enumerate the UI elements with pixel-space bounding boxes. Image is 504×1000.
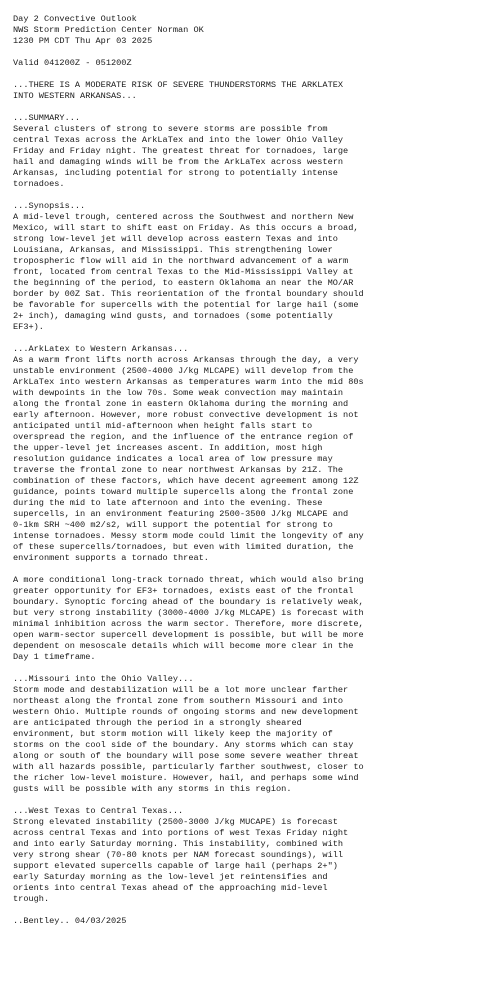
section-heading: ...SUMMARY... bbox=[13, 113, 81, 123]
text-line: open warm-sector supercell development is possible, but will be more bbox=[13, 630, 364, 640]
synopsis-section bbox=[13, 201, 497, 333]
text-line: overspread the region, and the influence of the entrance region of bbox=[13, 432, 354, 442]
text-line: combination of these factors, which have decent agreement among 12Z bbox=[13, 476, 359, 486]
text-line: EF3+). bbox=[13, 322, 44, 332]
text-line: greater opportunity for EF3+ tornadoes, exists east of the frontal bbox=[13, 586, 354, 596]
text-line: orients into central Texas ahead of the approaching mid-level bbox=[13, 883, 328, 893]
text-line: Friday and Friday night. The greatest threat for tornadoes, large bbox=[13, 146, 349, 156]
text-line: unstable environment (2500-4000 J/kg MLCAPE) will develop from the bbox=[13, 366, 354, 376]
summary-section bbox=[13, 113, 497, 190]
text-line: tornadoes. bbox=[13, 179, 65, 189]
headline-line: INTO WESTERN ARKANSAS... bbox=[13, 91, 137, 101]
text-line: ArkLaTex into western Arkansas as temperatures warm into the mid 80s bbox=[13, 377, 364, 387]
text-line: during the mid to late afternoon and into the evening. These bbox=[13, 498, 323, 508]
missouri-section bbox=[13, 674, 497, 795]
text-line: strong low-level jet will develop across eastern Texas and into bbox=[13, 234, 338, 244]
text-line: across central Texas and into portions of west Texas Friday night bbox=[13, 828, 349, 838]
section-heading: ...Synopsis... bbox=[13, 201, 86, 211]
text-line: are anticipated through the period in a strongly sheared bbox=[13, 718, 302, 728]
text-line: traverse the frontal zone to near northwest Arkansas by 21Z. The bbox=[13, 465, 344, 475]
text-line: very strong shear (70-80 knots per NAM forecast soundings), will bbox=[13, 850, 344, 860]
text-line: hail and damaging winds will be from the ArkLaTex across western bbox=[13, 157, 344, 167]
header-block bbox=[13, 14, 497, 47]
text-line: Several clusters of strong to severe storms are possible from bbox=[13, 124, 328, 134]
text-line: Mexico, will start to shift east on Friday. As this occurs a broad, bbox=[13, 223, 359, 233]
text-line: and into early Saturday morning. This instability, combined with bbox=[13, 839, 344, 849]
blank-line bbox=[13, 333, 497, 344]
text-line: Day 1 timeframe. bbox=[13, 652, 96, 662]
text-line: As a warm front lifts north across Arkansas through the day, a very bbox=[13, 355, 359, 365]
text-line: intense tornadoes. Messy storm mode could limit the longevity of any bbox=[13, 531, 364, 541]
text-line: western Ohio. Multiple rounds of ongoing storms and new development bbox=[13, 707, 359, 717]
blank-line bbox=[13, 795, 497, 806]
text-line: dependent on mesoscale details which will become more clear in the bbox=[13, 641, 354, 651]
blank-line bbox=[13, 663, 497, 674]
text-line: supercells, in an environment featuring 2500-3500 J/kg MLCAPE and bbox=[13, 509, 349, 519]
text-line: border by 00Z Sat. This reorientation of the frontal boundary should bbox=[13, 289, 364, 299]
text-line: A more conditional long-track tornado threat, which would also bring bbox=[13, 575, 364, 585]
blank-line bbox=[13, 47, 497, 58]
text-line: along the frontal zone in eastern Oklahoma during the morning and bbox=[13, 399, 349, 409]
text-line: central Texas across the ArkLaTex and into the lower Ohio Valley bbox=[13, 135, 344, 145]
text-line: front, located from central Texas to the Mid-Mississippi Valley at bbox=[13, 267, 354, 277]
text-line: guidance, points toward multiple supercells along the frontal zone bbox=[13, 487, 354, 497]
text-line: 2+ inch), damaging wind gusts, and tornadoes (some potentially bbox=[13, 311, 333, 321]
text-line: support elevated supercells capable of large hail (perhaps 2+") bbox=[13, 861, 338, 871]
blank-line bbox=[13, 564, 497, 575]
text-line: storms on the cool side of the boundary. Any storms which can stay bbox=[13, 740, 354, 750]
section-heading: ...Missouri into the Ohio Valley... bbox=[13, 674, 194, 684]
text-line: early Saturday morning as the low-level jet reintensifies and bbox=[13, 872, 328, 882]
headline bbox=[13, 80, 497, 102]
text-line: resolution guidance indicates a local area of low pressure may bbox=[13, 454, 333, 464]
text-line: Storm mode and destabilization will be a lot more unclear farther bbox=[13, 685, 349, 695]
text-line: with dewpoints in the low 70s. Some weak convection may maintain bbox=[13, 388, 344, 398]
blank-line bbox=[13, 102, 497, 113]
text-line: Strong elevated instability (2500-3000 J/kg MUCAPE) is forecast bbox=[13, 817, 338, 827]
text-line: gusts will be possible with any storms in this region. bbox=[13, 784, 292, 794]
blank-line bbox=[13, 69, 497, 80]
text-line: environment, but storm motion will likely keep the majority of bbox=[13, 729, 333, 739]
section-heading: ...West Texas to Central Texas... bbox=[13, 806, 184, 816]
text-line: be favorable for supercells with the potential for large hail (some bbox=[13, 300, 359, 310]
text-line: Louisiana, Arkansas, and Mississippi. This strengthening lower bbox=[13, 245, 333, 255]
outlook-document bbox=[13, 14, 497, 927]
text-line: 0-1km SRH ~400 m2/s2, will support the potential for strong to bbox=[13, 520, 333, 530]
text-line: the richer low-level moisture. However, hail, and perhaps some wind bbox=[13, 773, 359, 783]
text-line: anticipated until mid-afternoon when height falls start to bbox=[13, 421, 313, 431]
text-line: tropospheric flow will aid in the northward advancement of a warm bbox=[13, 256, 349, 266]
forecaster-signature: ..Bentley.. 04/03/2025 bbox=[13, 916, 127, 926]
text-line: the upper-level jet increases ascent. In addition, most high bbox=[13, 443, 323, 453]
text-line: but very strong instability (3000-4000 J/kg MLCAPE) is forecast with bbox=[13, 608, 364, 618]
text-line: along or south of the boundary will pose some severe weather threat bbox=[13, 751, 359, 761]
outlook-title: Day 2 Convective Outlook bbox=[13, 14, 137, 24]
text-line: with all hazards possible, particularly farther southwest, closer to bbox=[13, 762, 364, 772]
issue-time: 1230 PM CDT Thu Apr 03 2025 bbox=[13, 36, 153, 46]
text-line: trough. bbox=[13, 894, 50, 904]
section-heading: ...ArkLatex to Western Arkansas... bbox=[13, 344, 189, 354]
text-line: boundary. Synoptic forcing ahead of the boundary is relatively weak, bbox=[13, 597, 364, 607]
text-line: minimal inhibition across the warm sector. Therefore, more discrete, bbox=[13, 619, 364, 629]
arklatex-section bbox=[13, 344, 497, 663]
text-line: the beginning of the period, to eastern Oklahoma an near the MO/AR bbox=[13, 278, 354, 288]
text-line: northeast along the frontal zone from southern Missouri and into bbox=[13, 696, 344, 706]
text-line: early afternoon. However, more robust convective development is not bbox=[13, 410, 359, 420]
blank-line bbox=[13, 905, 497, 916]
text-line: A mid-level trough, centered across the Southwest and northern New bbox=[13, 212, 354, 222]
issuing-office: NWS Storm Prediction Center Norman OK bbox=[13, 25, 204, 35]
text-line: of these supercells/tornadoes, but even with limited duration, the bbox=[13, 542, 354, 552]
text-line: environment supports a tornado threat. bbox=[13, 553, 209, 563]
text-line: Arkansas, including potential for strong to potentially intense bbox=[13, 168, 338, 178]
westtexas-section bbox=[13, 806, 497, 905]
blank-line bbox=[13, 190, 497, 201]
valid-period: Valid 041200Z - 051200Z bbox=[13, 58, 132, 68]
headline-line: ...THERE IS A MODERATE RISK OF SEVERE THUNDERSTORMS THE ARKLATEX bbox=[13, 80, 344, 90]
